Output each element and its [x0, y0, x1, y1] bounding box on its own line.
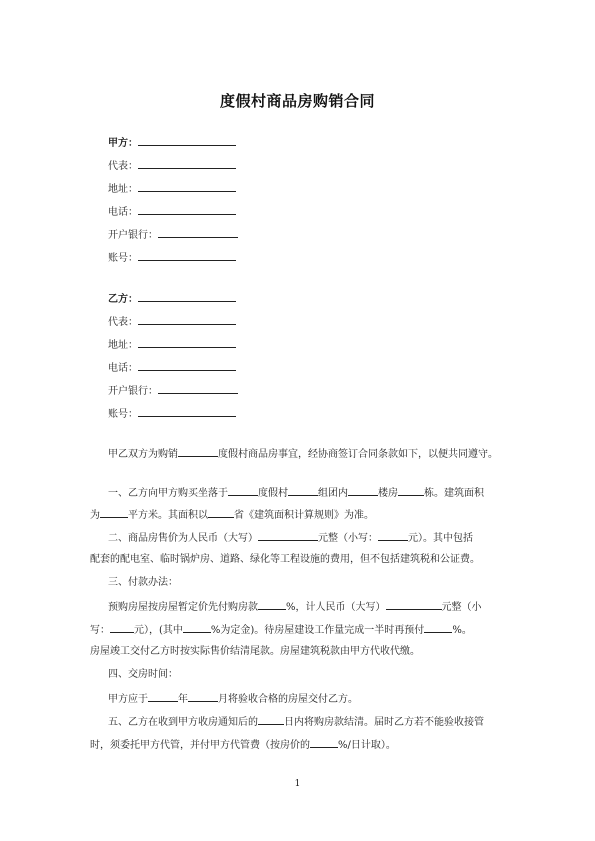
clause-3-blank-4 — [183, 622, 211, 633]
clause-3-text-8: 房屋竣工交付乙方时按实际售价结清尾款。房屋建筑税款由甲方代收代缴。 — [90, 646, 420, 657]
clause-3-line-1 — [108, 599, 528, 615]
party-b-rep — [108, 313, 236, 327]
clause-3-line-3 — [90, 645, 510, 659]
clause-1-blank-4 — [398, 485, 424, 496]
party-b-address-label: 地址： — [108, 340, 138, 351]
page-number: 1 — [294, 779, 301, 789]
clause-5-text-1: 五、乙方在收到甲方收房通知后的 — [108, 717, 258, 728]
party-b-heading-label: 乙方： — [108, 294, 138, 305]
document-title: 度假村商品房购销合同 — [219, 92, 375, 110]
clause-5-text-2: 日内将购房款结清。届时乙方若不能验收接管 — [284, 717, 484, 728]
clause-1-blank-6 — [208, 507, 234, 518]
party-a-address-label: 地址： — [108, 184, 138, 195]
party-a-account-blank — [138, 249, 236, 261]
clause-5-text-3: 时，须委托甲方代管，并付甲方代管费（按房价的 — [90, 740, 310, 751]
intro-blank — [178, 446, 218, 457]
clause-1-blank-2 — [288, 485, 318, 496]
clause-2-blank-2 — [378, 530, 408, 541]
intro-text-1: 甲乙双方为购销 — [108, 449, 178, 460]
clause-3-heading — [108, 576, 528, 590]
party-a-heading-label: 甲方： — [108, 138, 138, 149]
clause-2-text-4: 配套的配电室、临时锅炉房、道路、绿化等工程设施的费用，但不包括建筑税和公证费。 — [90, 554, 480, 565]
party-a-rep-label: 代表： — [108, 161, 138, 172]
clause-3-blank-1 — [258, 599, 286, 610]
clause-1-text-4: 楼房 — [378, 488, 398, 499]
clause-4-text-2: 年 — [178, 694, 188, 705]
clause-1-text-1: 一、乙方向甲方购买坐落于 — [108, 488, 228, 499]
party-a-address-blank — [138, 180, 236, 192]
party-b-address-blank — [138, 336, 236, 348]
clause-4-blank-1 — [148, 691, 178, 702]
clause-1-text-7: 平方米。其面积以 — [128, 510, 208, 521]
party-a-bank-label: 开户银行： — [108, 230, 158, 241]
clause-3-text-6: %为定金)。待房屋建设工作量完成一半时再预付 — [210, 625, 425, 636]
clause-4-text-1: 甲方应于 — [108, 694, 148, 705]
clause-3-blank-2 — [386, 599, 442, 610]
clause-3-text-4: 写： — [90, 625, 110, 636]
party-b-bank — [108, 382, 238, 396]
party-b-address — [108, 336, 236, 350]
clause-1-blank-3 — [348, 485, 378, 496]
clause-3-line-2 — [90, 622, 510, 638]
clause-1-text-3: 组团内 — [318, 488, 348, 499]
clause-4-text-3: 月将验收合格的房屋交付乙方。 — [218, 694, 358, 705]
clause-3-text-5: 元），(其中 — [134, 625, 183, 636]
clause-5-line-2 — [90, 737, 510, 753]
intro-paragraph — [108, 446, 528, 462]
clause-3-text-2: %，计人民币（大写） — [286, 602, 386, 613]
party-b-phone-label: 电话： — [108, 363, 138, 374]
clause-4-heading-text: 四、交房时间： — [108, 669, 178, 680]
clause-3-text-1: 预购房屋按房屋暂定价先付购房款 — [108, 602, 258, 613]
clause-5-text-4: %/日计取）。 — [338, 740, 396, 751]
party-b-heading — [108, 290, 236, 304]
party-a-phone — [108, 203, 236, 217]
clause-2-text-2: 元整（小写： — [318, 533, 378, 544]
clause-1-blank-5 — [100, 507, 128, 518]
clause-1-text-6: 为 — [90, 510, 100, 521]
clause-1-blank-1 — [228, 485, 258, 496]
clause-1-line-2 — [90, 507, 510, 523]
clause-2-text-1: 二、商品房售价为人民币（大写） — [108, 533, 258, 544]
clause-1-line-1 — [108, 485, 528, 501]
intro-text-2: 度假村商品房事宜，经协商签订合同条款如下，以便共同遵守。 — [218, 449, 498, 460]
clause-3-text-3: 元整（小 — [441, 602, 482, 613]
party-b-account — [108, 405, 236, 419]
party-a-name-blank — [138, 134, 236, 146]
party-b-phone-blank — [138, 359, 236, 371]
party-a-rep — [108, 157, 236, 171]
party-a-rep-blank — [138, 157, 236, 169]
party-b-rep-blank — [138, 313, 236, 325]
clause-1-text-2: 度假村 — [258, 488, 288, 499]
clause-2-text-3: 元）。其中包括 — [408, 533, 473, 544]
party-b-bank-blank — [158, 382, 238, 394]
clause-3-blank-5 — [424, 622, 452, 633]
clause-5-blank-2 — [310, 737, 338, 748]
party-a-bank-blank — [158, 226, 238, 238]
clause-3-text-7: %。 — [452, 625, 472, 636]
clause-5-blank-1 — [258, 714, 284, 725]
party-b-account-blank — [138, 405, 236, 417]
party-a-phone-label: 电话： — [108, 207, 138, 218]
clause-2-line-1 — [108, 530, 528, 546]
party-b-name-blank — [138, 290, 236, 302]
party-a-phone-blank — [138, 203, 236, 215]
party-a-address — [108, 180, 236, 194]
party-a-account-label: 账号： — [108, 253, 138, 264]
clause-3-blank-3 — [110, 622, 134, 633]
party-b-rep-label: 代表： — [108, 317, 138, 328]
clause-2-blank-1 — [258, 530, 318, 541]
party-a-account — [108, 249, 236, 263]
clause-5-line-1 — [108, 714, 528, 730]
party-b-phone — [108, 359, 236, 373]
party-a-bank — [108, 226, 238, 240]
clause-4-line-1 — [108, 691, 528, 707]
clause-2-line-2 — [90, 553, 510, 567]
clause-4-blank-2 — [188, 691, 218, 702]
party-a-heading — [108, 134, 236, 148]
clause-1-text-5: 栋。建筑面积 — [424, 488, 484, 499]
party-b-account-label: 账号： — [108, 409, 138, 420]
party-b-bank-label: 开户银行： — [108, 386, 158, 397]
clause-3-heading-text: 三、付款办法： — [108, 577, 178, 588]
clause-4-heading — [108, 668, 528, 682]
clause-1-text-8: 省《建筑面积计算规则》为准。 — [234, 510, 374, 521]
